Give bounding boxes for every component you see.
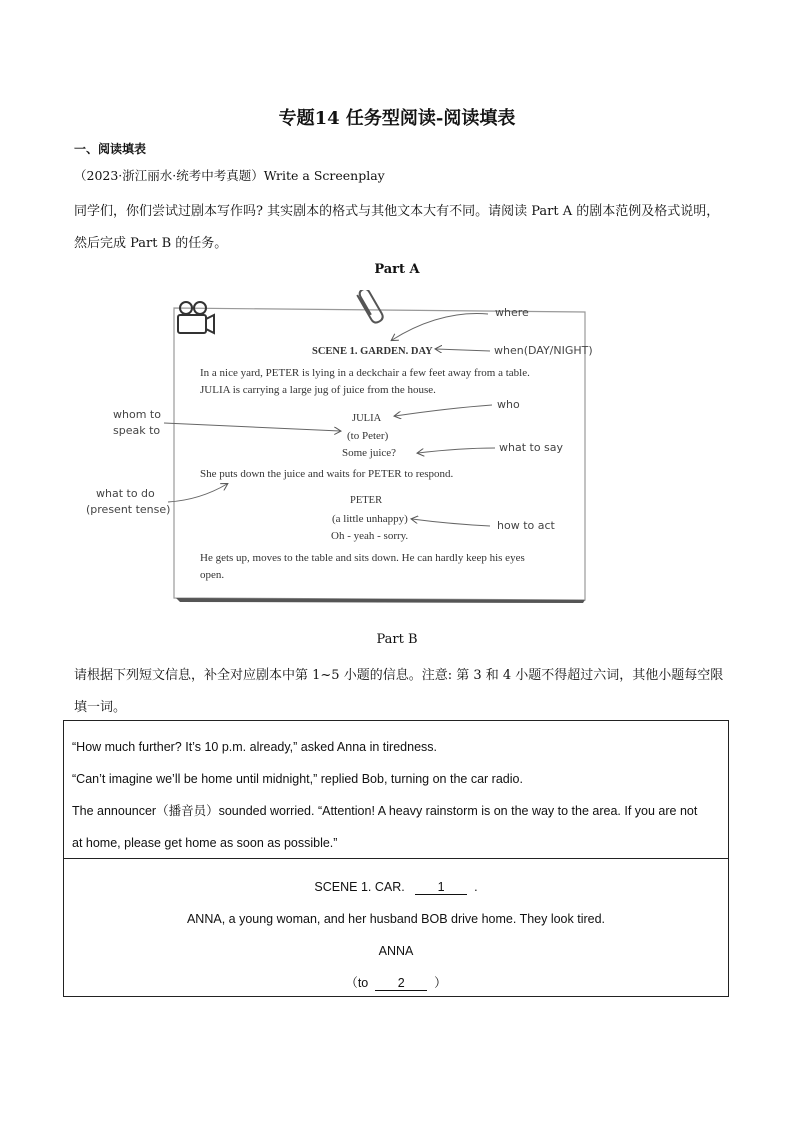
- label-who: who: [497, 398, 520, 411]
- label-whom-to: whom to: [113, 408, 161, 421]
- passage-box: [63, 720, 729, 859]
- passage-line: “Can’t imagine we’ll be home until midnight,” replied Bob, turning on the car radio.: [72, 772, 523, 786]
- script-parenthetical: [64, 967, 728, 999]
- fig-character-name: JULIA: [352, 413, 382, 424]
- scene-suffix: .: [474, 880, 478, 894]
- script-scene-line: [64, 871, 728, 903]
- passage-line: “How much further? It’s 10 p.m. already,” asked Anna in tiredness.: [72, 740, 437, 754]
- passage-line: at home, please get home as soon as possible.”: [72, 836, 338, 850]
- fig-character-name: PETER: [350, 495, 383, 506]
- fig-action-line: She puts down the juice and waits for PETER to respond.: [200, 468, 454, 480]
- fig-scene-heading: SCENE 1. GARDEN. DAY: [312, 346, 433, 357]
- label-when: when(DAY/NIGHT): [494, 344, 593, 357]
- fig-dialogue: Some juice?: [342, 447, 397, 459]
- fig-action-line: JULIA is carrying a large jug of juice from the house.: [200, 384, 436, 396]
- part-a-heading: Part A: [374, 262, 420, 277]
- scene-prefix: SCENE 1. CAR.: [314, 880, 405, 894]
- fig-dialogue: Oh - yeah - sorry.: [331, 530, 409, 542]
- label-present-tense: (present tense): [86, 503, 171, 516]
- answer-blank-2[interactable]: 2: [375, 976, 427, 991]
- fig-action-line: open.: [200, 569, 225, 581]
- fig-parenthetical: (a little unhappy): [332, 513, 408, 525]
- label-what-to-say: what to say: [499, 441, 564, 454]
- page-title: 专题14 任务型阅读-阅读填表: [278, 108, 516, 129]
- script-character: ANNA: [378, 944, 414, 958]
- answer-blank-1[interactable]: 1: [415, 880, 467, 895]
- passage-line: The announcer（播音员）sounded worried. “Attention! A heavy rainstorm is on the way to the area. If you are not: [72, 804, 698, 818]
- paren-open: （to: [345, 976, 369, 990]
- fig-action-line: He gets up, moves to the table and sits down. He can hardly keep his eyes: [200, 552, 525, 564]
- part-b-instructions: 请根据下列短文信息，补全对应剧本中第 1~5 小题的信息。注意: 第 3 和 4 小题不得超过六词，其他小题每空限填一词。: [74, 668, 724, 715]
- label-speak-to: speak to: [113, 424, 161, 437]
- screenplay-figure: [80, 290, 600, 620]
- label-what-to-do: what to do: [96, 487, 155, 500]
- paren-close: ）: [434, 976, 447, 990]
- question-source: （2023·浙江丽水·统考中考真题）Write a Screenplay: [74, 168, 385, 183]
- script-action-line: ANNA, a young woman, and her husband BOB drive home. They look tired.: [186, 912, 606, 926]
- fig-parenthetical: (to Peter): [347, 430, 389, 442]
- part-b-heading: Part B: [376, 632, 418, 647]
- fig-action-line: In a nice yard, PETER is lying in a deckchair a few feet away from a table.: [200, 367, 530, 379]
- label-where: where: [495, 306, 529, 319]
- section-heading: 一、阅读填表: [74, 142, 147, 156]
- label-how-to-act: how to act: [497, 519, 555, 532]
- script-box: [63, 858, 729, 997]
- intro-paragraph: 同学们，你们尝试过剧本写作吗? 其实剧本的格式与其他文本大有不同。请阅读 Part A 的剧本范例及格式说明，然后完成 Part B 的任务。: [74, 204, 720, 251]
